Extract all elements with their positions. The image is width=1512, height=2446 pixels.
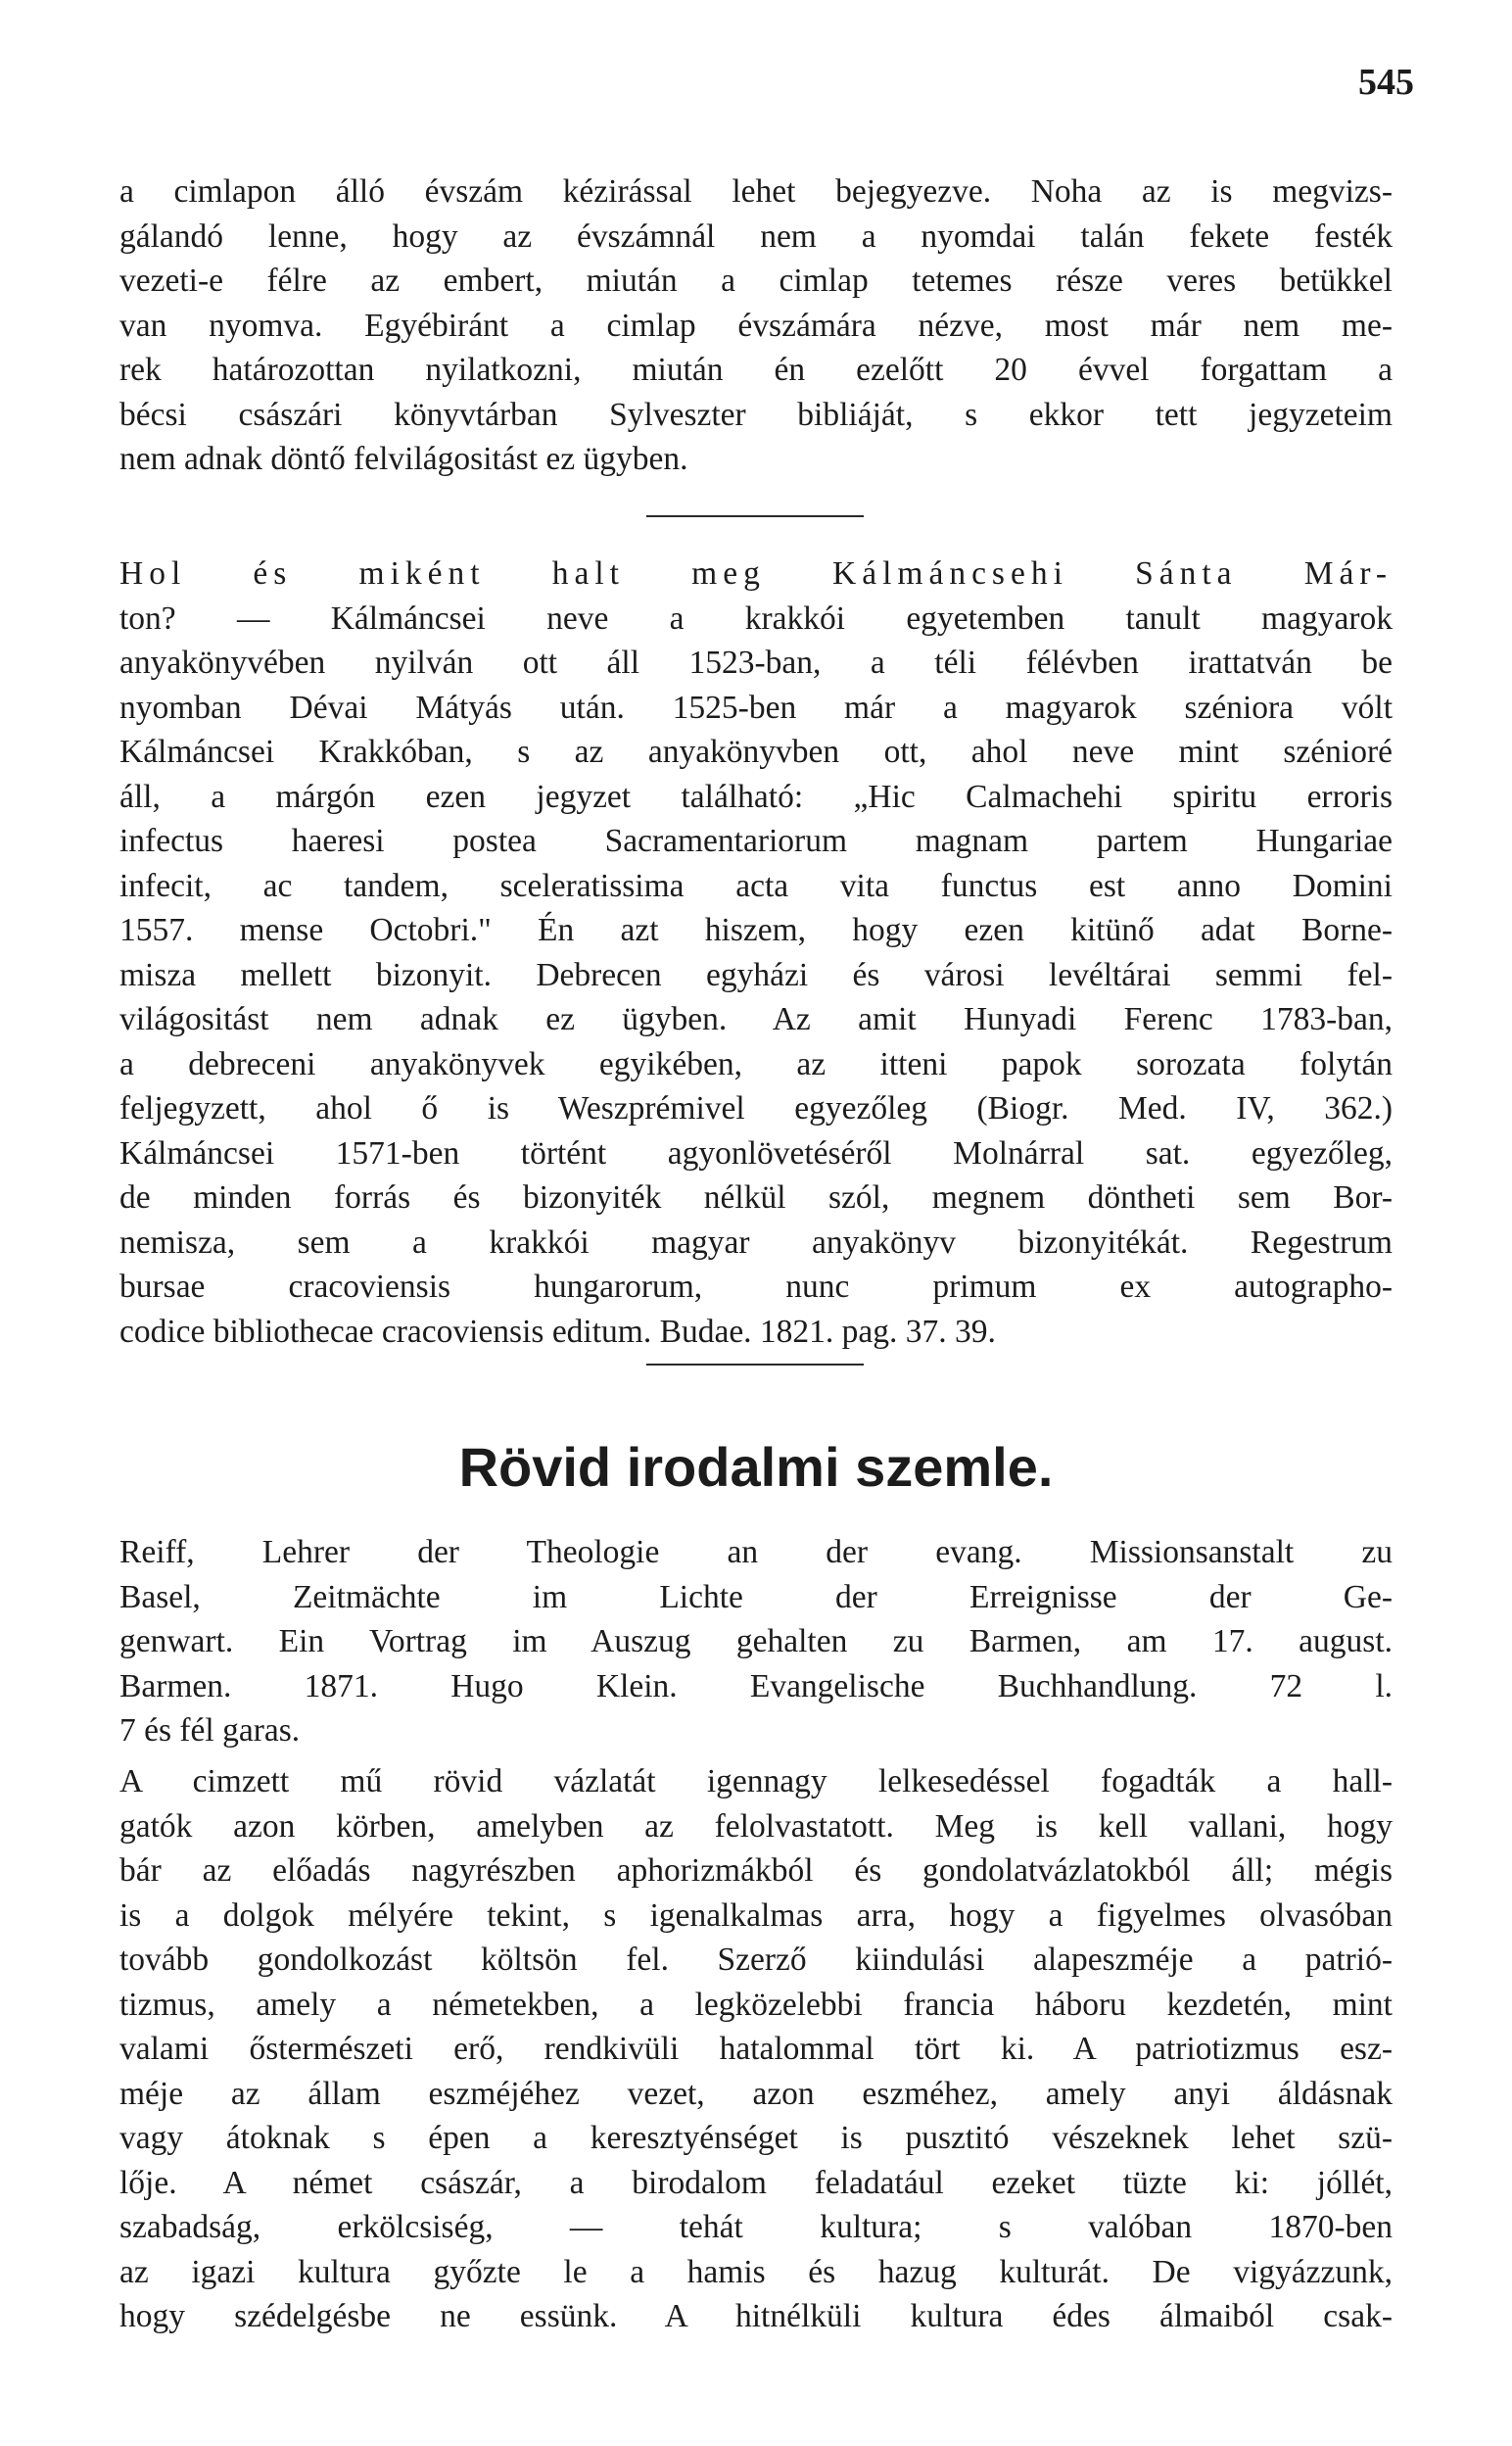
text-line: Kálmáncsei Krakkóban, s az anyakönyvben ott, ahol neve mint szénioré xyxy=(119,734,1393,770)
text-line: méje az állam eszméjéhez vezet, azon eszméhez, amely anyi áldásnak xyxy=(119,2075,1393,2112)
text-line: nem adnak döntő felvilágositást ez ügyben. xyxy=(119,441,688,477)
text-line: bécsi császári könyvtárban Sylveszter bibliáját, s ekkor tett jegyzeteim xyxy=(119,396,1393,433)
review-body xyxy=(119,1759,1393,2339)
text-line: Barmen. 1871. Hugo Klein. Evangelische Buchhandlung. 72 l. xyxy=(119,1667,1393,1704)
text-line: gálandó lenne, hogy az évszámnál nem a nyomdai talán fekete festék xyxy=(119,217,1393,255)
text-line: infecit, ac tandem, sceleratissima acta vita functus est anno Domini xyxy=(119,867,1393,904)
text-line: codice bibliothecae cracoviensis editum. Budae. 1821. pag. 37. 39. xyxy=(119,1313,996,1350)
text-line: hogy szédelgésbe ne essünk. A hitnélküli kultura édes álmaiból csak- xyxy=(119,2298,1393,2334)
paragraph-cimlap xyxy=(119,169,1393,482)
text-line: anyakönyvében nyilván ott áll 1523-ban, a téli félévben irattatván be xyxy=(119,645,1393,681)
text-line: is a dolgok mélyére tekint, s igenalkalmas arra, hogy a figyelmes olvasóban xyxy=(119,1896,1393,1934)
text-line: vagy átoknak s épen a keresztyénséget is pusztitó vészeknek lehet szü- xyxy=(119,2120,1393,2156)
text-line: tizmus, amely a németekben, a legközelebbi francia háboru kezdetén, mint xyxy=(119,1986,1393,2023)
page-number: 545 xyxy=(1358,62,1414,103)
text-line: a cimlapon álló évszám kézirással lehet bejegyezve. Noha az is megvizs- xyxy=(119,173,1393,210)
text-line: bursae cracoviensis hungarorum, nunc primum ex autographo- xyxy=(119,1269,1393,1305)
text-line: misza mellett bizonyit. Debrecen egyházi és városi levéltárai semmi fel- xyxy=(119,956,1393,993)
text-line: tovább gondolkozást költsön fel. Szerző kiindulási alapeszméje a patrió- xyxy=(119,1942,1393,1978)
text-line: világositást nem adnak ez ügyben. Az amit Hunyadi Ferenc 1783-ban, xyxy=(119,1001,1393,1037)
text-line: 1557. mense Octobri." Én azt hiszem, hogy ezen kitünő adat Borne- xyxy=(119,912,1393,948)
text-line: Reiff, Lehrer der Theologie an der evang. Missionsanstalt zu xyxy=(119,1534,1393,1570)
text-line: feljegyzett, ahol ő is Weszprémivel egyezőleg (Biogr. Med. IV, 362.) xyxy=(119,1090,1393,1127)
review-entry xyxy=(119,1530,1393,1753)
text-line: Basel, Zeitmächte im Lichte der Erreignisse der Ge- xyxy=(119,1578,1393,1615)
section-title-line: Hol és miként halt meg Kálmáncsehi Sánta Már- xyxy=(119,555,1393,592)
text-line: bár az előadás nagyrészben aphorizmákból és gondolatvázlatokból áll; mégis xyxy=(119,1852,1393,1889)
text-line: áll, a márgón ezen jegyzet található: „Hic Calmachehi spiritu erroris xyxy=(119,778,1393,815)
text-line: vezeti-e félre az embert, miután a cimlap tetemes része veres betükkel xyxy=(119,263,1393,299)
text-line: lője. A német császár, a birodalom feladatául ezeket tüzte ki: jóllét, xyxy=(119,2164,1393,2201)
text-line: 7 és fél garas. xyxy=(119,1712,301,1749)
section-divider xyxy=(646,1364,864,1366)
text-line: van nyomva. Egyébiránt a cimlap évszámára nézve, most már nem me- xyxy=(119,307,1393,344)
section-divider xyxy=(646,515,864,517)
text-line: A cimzett mű rövid vázlatát igennagy lelkesedéssel fogadták a hall- xyxy=(119,1763,1393,1799)
text-line: nyomban Dévai Mátyás után. 1525-ben már a magyarok széniora vólt xyxy=(119,689,1393,726)
text-line: de minden forrás és bizonyiték nélkül szól, megnem döntheti sem Bor- xyxy=(119,1179,1393,1216)
text-line: rek határozottan nyilatkozni, miután én ezelőtt 20 évvel forgattam a xyxy=(119,352,1393,388)
paragraph-kalmancsehi xyxy=(119,552,1393,1354)
text-line: gatók azon körben, amelyben az felolvastatott. Meg is kell vallani, hogy xyxy=(119,1807,1393,1845)
text-line: szabadság, erkölcsiség, — tehát kultura; s valóban 1870-ben xyxy=(119,2209,1393,2245)
text-line: genwart. Ein Vortrag im Auszug gehalten zu Barmen, am 17. august. xyxy=(119,1623,1393,1659)
text-line: nemisza, sem a krakkói magyar anyakönyv bizonyitékát. Regestrum xyxy=(119,1223,1393,1261)
text-line: ton? — Kálmáncsei neve a krakkói egyetemben tanult magyarok xyxy=(119,600,1393,637)
text-line: valami őstermészeti erő, rendkivüli hatalommal tört ki. A patriotizmus esz- xyxy=(119,2031,1393,2067)
section-heading: Rövid irodalmi szemle. xyxy=(458,1436,1054,1498)
text-line: az igazi kultura győzte le a hamis és hazug kulturát. De vigyázzunk, xyxy=(119,2253,1393,2290)
text-line: Kálmáncsei 1571-ben történt agyonlövetéséről Molnárral sat. egyezőleg, xyxy=(119,1134,1393,1172)
text-line: a debreceni anyakönyvek egyikében, az itteni papok sorozata folytán xyxy=(119,1045,1393,1082)
text-line: infectus haeresi postea Sacramentariorum magnam partem Hungariae xyxy=(119,823,1393,859)
